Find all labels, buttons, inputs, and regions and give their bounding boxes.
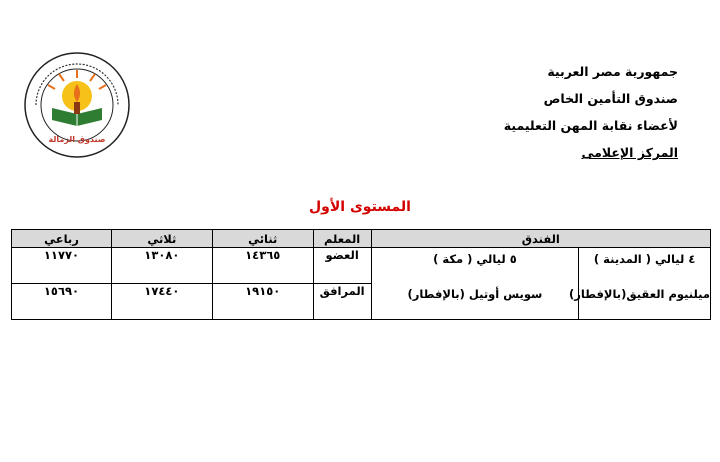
pricing-table xyxy=(11,229,711,320)
table-header-row xyxy=(12,230,711,248)
price-triple: ١٧٤٤٠ xyxy=(111,284,212,320)
hotel-cell-makkah xyxy=(371,248,579,320)
price-quad: ١٥٦٩٠ xyxy=(12,284,112,320)
header-media-center: المركز الإعلامى xyxy=(581,145,678,160)
hotel-cell-madinah xyxy=(568,248,711,320)
table-row xyxy=(12,248,711,284)
header-block xyxy=(504,58,678,166)
svg-text:صندوق الزمالة: صندوق الزمالة xyxy=(48,135,106,144)
header-country: جمهورية مصر العربية xyxy=(547,64,678,79)
price-double: ١٤٣٦٥ xyxy=(212,248,313,284)
hotel-name: ميلنيوم العقيق(بالإفطار) xyxy=(568,287,710,301)
hotel-name: سويس أوتيل (بالإفطار) xyxy=(407,287,543,301)
hotel-nights: ٤ ليالي ( المدينة ) xyxy=(593,252,696,266)
header-double: ثنائي xyxy=(212,230,313,248)
role-cell: العضو xyxy=(313,248,371,284)
level-title: المستوى الأول xyxy=(309,199,411,215)
price-triple: ١٣٠٨٠ xyxy=(111,248,212,284)
header-companion: المعلم xyxy=(313,230,371,248)
header-quad: رباعي xyxy=(12,230,112,248)
role-cell: المرافق xyxy=(313,284,371,320)
price-double: ١٩١٥٠ xyxy=(212,284,313,320)
organization-logo xyxy=(22,50,132,160)
hotel-nights: ٥ ليالي ( مكة ) xyxy=(433,252,517,266)
header-hotel: الفندق xyxy=(371,230,710,248)
header-fund-name: صندوق التأمين الخاص xyxy=(543,91,678,106)
header-union-name: لأعضاء نقابة المهن التعليمية xyxy=(503,118,678,133)
price-quad: ١١٧٧٠ xyxy=(12,248,112,284)
header-triple: ثلاثي xyxy=(111,230,212,248)
